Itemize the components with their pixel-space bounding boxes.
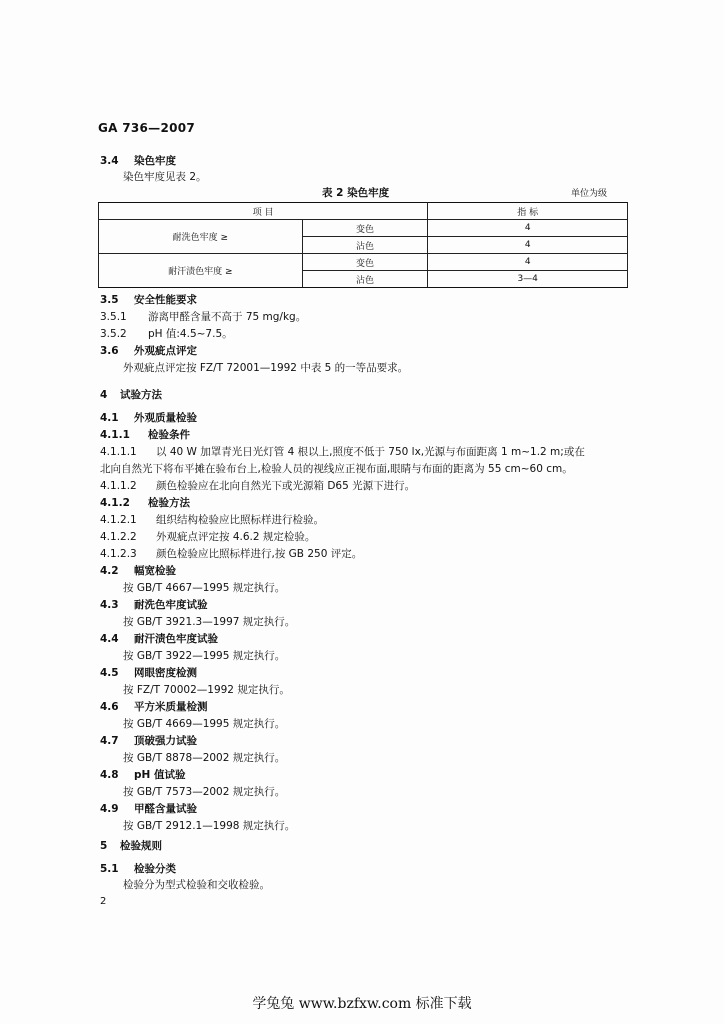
section-number: 4.2 [100, 565, 119, 577]
section-number: 4.4 [100, 633, 119, 645]
section-title: 平方米质量检测 [134, 701, 208, 713]
clause-4-1-2-2 [100, 529, 315, 544]
section-number: 4.1 [100, 412, 119, 424]
cell-type: 沾色 [302, 271, 428, 288]
watermark-footer: 学兔兔 www.bzfxw.com 标准下载 [252, 996, 472, 1012]
color-fastness-table [98, 202, 628, 288]
clause-text: 以 40 W 加罩青光日光灯管 4 根以上,照度不低于 750 lx,光源与布面距离 1 m~1.2 m;或在 [156, 446, 585, 458]
section-title: 外观质量检验 [134, 412, 197, 424]
section-number: 4.7 [100, 735, 119, 747]
column-header-index: 指 标 [428, 203, 628, 220]
clause-number: 4.1.2.2 [100, 531, 137, 543]
document-code: GA 736—2007 [98, 121, 196, 135]
clause-text: 外观疵点评定按 4.6.2 规定检验。 [156, 531, 316, 543]
chapter-5-heading [100, 838, 162, 853]
section-title: 耐汗渍色牢度试验 [134, 633, 218, 645]
chapter-title: 试验方法 [120, 389, 162, 401]
section-title: 网眼密度检测 [134, 667, 197, 679]
section-title: 顶破强力试验 [134, 735, 197, 747]
section-title: 甲醛含量试验 [134, 803, 197, 815]
section-4-3-heading [100, 597, 208, 612]
section-number: 4.3 [100, 599, 119, 611]
clause-number: 4.1.1.2 [100, 480, 137, 492]
clause-text: 游离甲醛含量不高于 75 mg/kg。 [148, 311, 307, 323]
table-header-row [99, 203, 628, 220]
section-3-5-heading [100, 292, 197, 307]
cell-value: 3—4 [428, 271, 628, 288]
clause-3-5-2 [100, 326, 233, 341]
clause-text: 颜色检验应在北向自然光下或光源箱 D65 光源下进行。 [156, 480, 416, 492]
section-4-1-1-heading [100, 427, 190, 442]
cell-type: 变色 [302, 254, 428, 271]
clause-text: 组织结构检验应比照标样进行检验。 [156, 514, 324, 526]
section-number: 5.1 [100, 863, 119, 875]
clause-3-5-1 [100, 309, 306, 324]
section-number: 4.1.1 [100, 429, 130, 441]
clause-text: 颜色检验应比照标样进行,按 GB 250 评定。 [156, 548, 363, 560]
section-4-5-text: 按 FZ/T 70002—1992 规定执行。 [123, 684, 290, 696]
section-5-1-heading [100, 861, 176, 876]
clause-number: 4.1.2.3 [100, 548, 137, 560]
clause-number: 3.5.1 [100, 311, 127, 323]
chapter-number: 4 [100, 389, 108, 401]
section-3-6-text: 外观疵点评定按 FZ/T 72001—1992 中表 5 的一等品要求。 [123, 362, 409, 374]
cell-value: 4 [428, 254, 628, 271]
section-title: 检验分类 [134, 863, 176, 875]
clause-4-1-1-2 [100, 478, 415, 493]
section-4-3-text: 按 GB/T 3921.3—1997 规定执行。 [123, 616, 296, 628]
section-number: 3.4 [100, 155, 119, 167]
section-4-8-heading [100, 767, 185, 782]
section-number: 4.9 [100, 803, 119, 815]
section-title: 幅宽检验 [134, 565, 176, 577]
section-3-6-heading [100, 343, 197, 358]
section-4-9-heading [100, 801, 197, 816]
cell-value: 4 [428, 237, 628, 254]
chapter-title: 检验规则 [120, 840, 162, 852]
section-4-7-text: 按 GB/T 8878—2002 规定执行。 [123, 752, 286, 764]
section-4-2-text: 按 GB/T 4667—1995 规定执行。 [123, 582, 286, 594]
row-label-wash-fastness: 耐洗色牢度 ≥ [99, 220, 303, 254]
section-3-4-text: 染色牢度见表 2。 [123, 171, 207, 183]
section-4-1-2-heading [100, 495, 190, 510]
clause-text: pH 值:4.5~7.5。 [148, 328, 233, 340]
chapter-number: 5 [100, 840, 108, 852]
section-number: 4.5 [100, 667, 119, 679]
cell-type: 沾色 [302, 237, 428, 254]
section-title: pH 值试验 [134, 769, 186, 781]
section-title: 耐洗色牢度试验 [134, 599, 208, 611]
page-number: 2 [100, 896, 107, 907]
table-unit: 单位为级 [571, 189, 608, 199]
clause-number: 4.1.1.1 [100, 446, 137, 458]
section-title: 外观疵点评定 [134, 345, 197, 357]
section-4-6-text: 按 GB/T 4669—1995 规定执行。 [123, 718, 286, 730]
section-title: 染色牢度 [134, 155, 176, 167]
section-4-5-heading [100, 665, 197, 680]
section-4-2-heading [100, 563, 176, 578]
clause-4-1-1-1-continued: 北向自然光下将布平摊在验布台上,检验人员的视线应正视布面,眼睛与布面的距离为 55 cm~60 cm。 [100, 463, 573, 475]
section-4-8-text: 按 GB/T 7573—2002 规定执行。 [123, 786, 286, 798]
section-number: 4.6 [100, 701, 119, 713]
section-4-9-text: 按 GB/T 2912.1—1998 规定执行。 [123, 820, 296, 832]
row-label-sweat-fastness: 耐汗渍色牢度 ≥ [99, 254, 303, 288]
table-row [99, 254, 628, 271]
section-number: 4.8 [100, 769, 119, 781]
section-4-4-heading [100, 631, 218, 646]
chapter-4-heading [100, 387, 162, 402]
section-number: 3.6 [100, 345, 119, 357]
section-title: 检验条件 [148, 429, 190, 441]
section-4-1-heading [100, 410, 197, 425]
section-title: 安全性能要求 [134, 294, 197, 306]
section-4-7-heading [100, 733, 197, 748]
clause-4-1-1-1 [100, 444, 585, 459]
column-header-item: 项 目 [99, 203, 428, 220]
clause-number: 4.1.2.1 [100, 514, 137, 526]
section-3-4-heading [100, 153, 176, 168]
clause-4-1-2-1 [100, 512, 324, 527]
section-4-4-text: 按 GB/T 3922—1995 规定执行。 [123, 650, 286, 662]
section-number: 4.1.2 [100, 497, 130, 509]
table-row [99, 220, 628, 237]
cell-value: 4 [428, 220, 628, 237]
section-title: 检验方法 [148, 497, 190, 509]
section-number: 3.5 [100, 294, 119, 306]
table-caption: 表 2 染色牢度 [322, 187, 390, 199]
cell-type: 变色 [302, 220, 428, 237]
clause-number: 3.5.2 [100, 328, 127, 340]
clause-4-1-2-3 [100, 546, 362, 561]
section-5-1-text: 检验分为型式检验和交收检验。 [123, 879, 270, 891]
section-4-6-heading [100, 699, 208, 714]
